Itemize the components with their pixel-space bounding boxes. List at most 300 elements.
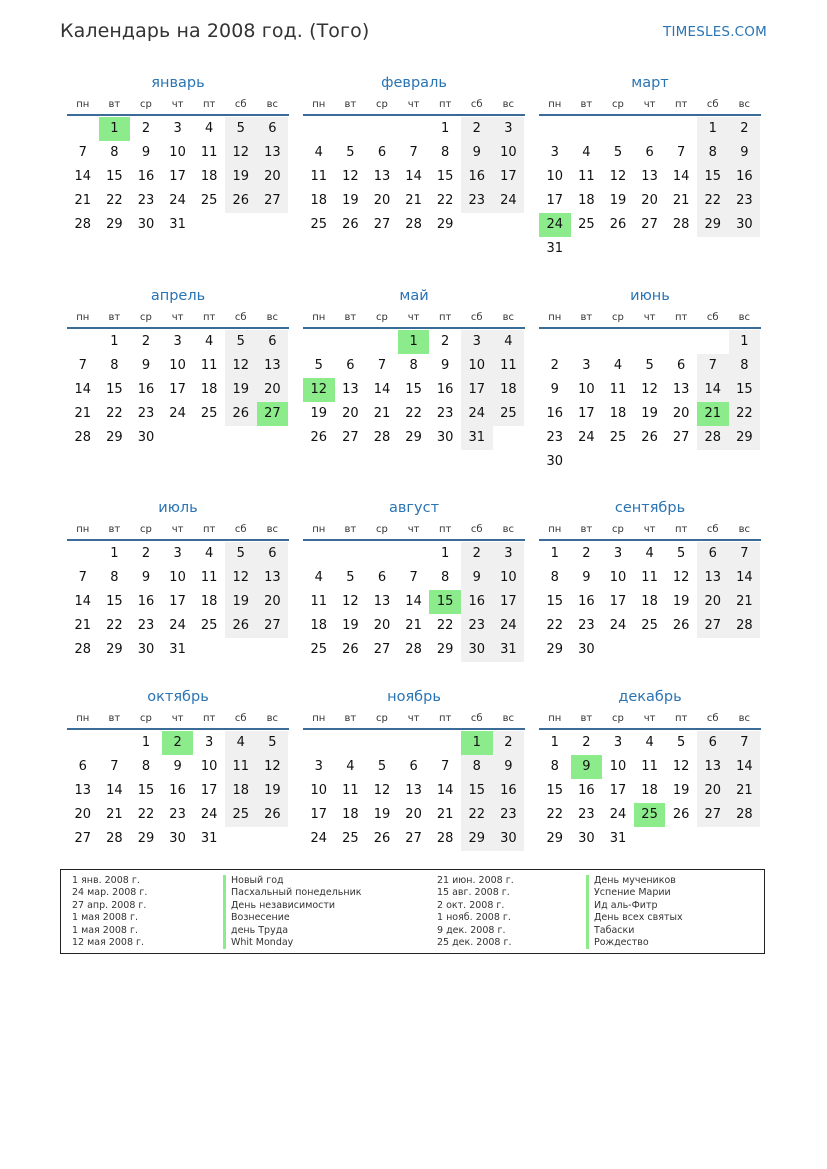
legend-holiday-name: День независимости xyxy=(231,899,336,911)
day-cell: 13 xyxy=(672,382,690,397)
empty-cell xyxy=(665,330,697,354)
day-cell: 11 xyxy=(342,783,359,798)
day-cell: 15 xyxy=(546,594,564,609)
weekend-day-cell: 12 xyxy=(225,141,257,165)
month-name: июнь xyxy=(630,288,670,304)
day-cell: 4 xyxy=(645,546,654,561)
days-grid xyxy=(539,117,761,261)
day-cell: 8 xyxy=(110,145,119,160)
weekday-label: чт xyxy=(643,712,656,724)
day-cell: 15 xyxy=(546,783,564,798)
day-cell: 9 xyxy=(582,570,591,585)
weekday-label: вт xyxy=(344,98,357,110)
weekend-day-cell: 31 xyxy=(461,426,493,450)
weekend-day-cell: 26 xyxy=(225,402,257,426)
weekend-day-cell: 12 xyxy=(257,755,289,779)
weekend-day-cell: 13 xyxy=(257,354,289,378)
empty-cell xyxy=(67,117,99,141)
month-7 xyxy=(67,498,289,662)
weekday-header xyxy=(539,95,761,113)
weekday-label: пн xyxy=(548,712,562,724)
weekday-label: пт xyxy=(202,311,216,323)
weekend-day-cell: 6 xyxy=(257,117,289,141)
weekend-day-cell: 10 xyxy=(493,141,525,165)
legend-date: 12 мая 2008 г. xyxy=(72,937,145,949)
weekend-day-cell: 10 xyxy=(461,354,493,378)
day-cell: 28 xyxy=(405,217,422,232)
day-cell: 18 xyxy=(641,594,658,609)
day-cell: 18 xyxy=(342,807,359,822)
day-cell: 14 xyxy=(74,169,92,184)
weekday-label: пн xyxy=(76,712,90,724)
weekend-day-cell: 3 xyxy=(493,117,525,141)
day-cell: 31 xyxy=(546,241,564,256)
day-cell: 5 xyxy=(677,735,686,750)
days-grid xyxy=(67,731,289,851)
day-cell: 31 xyxy=(169,217,186,232)
day-cell: 29 xyxy=(106,430,123,445)
day-cell: 27 xyxy=(672,430,690,445)
weekend-day-cell: 20 xyxy=(697,590,729,614)
month-name: май xyxy=(399,288,429,304)
weekday-header xyxy=(303,95,525,113)
day-cell: 14 xyxy=(405,169,422,184)
day-cell: 18 xyxy=(641,783,658,798)
holiday-day-cell: 12 xyxy=(303,378,335,402)
legend-date: 27 апр. 2008 г. xyxy=(72,899,147,911)
day-cell: 26 xyxy=(310,430,328,445)
day-cell: 27 xyxy=(405,831,422,846)
day-cell: 12 xyxy=(672,570,690,585)
day-cell: 2 xyxy=(141,334,151,349)
weekend-day-cell: 14 xyxy=(729,566,761,590)
weekend-day-cell: 24 xyxy=(461,402,493,426)
weekend-day-cell: 16 xyxy=(729,165,761,189)
day-cell: 23 xyxy=(169,807,186,822)
day-cell: 24 xyxy=(169,193,186,208)
weekday-label: ср xyxy=(376,98,388,110)
day-cell: 6 xyxy=(409,759,418,774)
days-grid xyxy=(303,542,525,662)
empty-cell xyxy=(366,542,398,566)
day-cell: 12 xyxy=(342,594,359,609)
day-cell: 28 xyxy=(436,831,454,846)
day-cell: 7 xyxy=(78,145,87,160)
day-cell: 24 xyxy=(169,618,186,633)
weekday-label: вт xyxy=(344,311,357,323)
holiday-day-cell: 1 xyxy=(99,117,131,141)
day-cell: 26 xyxy=(609,217,627,232)
day-cell: 5 xyxy=(377,759,387,774)
weekend-day-cell: 27 xyxy=(257,614,289,638)
weekday-label: вт xyxy=(344,712,357,724)
day-cell: 25 xyxy=(310,642,328,657)
day-cell: 4 xyxy=(346,759,355,774)
weekday-label: ср xyxy=(376,712,388,724)
day-cell: 21 xyxy=(436,807,454,822)
day-cell: 14 xyxy=(672,169,690,184)
day-cell: 16 xyxy=(578,783,595,798)
day-cell: 2 xyxy=(582,546,591,561)
day-cell: 11 xyxy=(609,382,627,397)
header-rule xyxy=(539,327,761,329)
month-3 xyxy=(539,73,761,261)
weekday-label: пт xyxy=(202,98,216,110)
weekend-day-cell: 14 xyxy=(729,755,761,779)
weekend-day-cell: 30 xyxy=(729,213,761,237)
weekend-day-cell: 16 xyxy=(461,165,493,189)
empty-cell xyxy=(67,542,99,566)
day-cell: 17 xyxy=(169,594,186,609)
weekday-label: сб xyxy=(470,98,483,110)
weekend-day-cell: 25 xyxy=(493,402,525,426)
weekday-label: сб xyxy=(470,712,483,724)
day-cell: 11 xyxy=(310,169,328,184)
holiday-day-cell: 15 xyxy=(429,590,461,614)
empty-cell xyxy=(571,117,603,141)
day-cell: 8 xyxy=(441,145,450,160)
legend-date: 24 мар. 2008 г. xyxy=(72,887,148,899)
day-cell: 16 xyxy=(137,169,155,184)
empty-cell xyxy=(539,330,571,354)
empty-cell xyxy=(99,731,131,755)
day-cell: 29 xyxy=(546,831,564,846)
weekday-label: вт xyxy=(108,712,121,724)
holiday-day-cell: 1 xyxy=(398,330,430,354)
weekend-day-cell: 22 xyxy=(461,803,493,827)
weekend-day-cell: 4 xyxy=(225,731,257,755)
month-1 xyxy=(67,73,289,237)
holiday-day-cell: 27 xyxy=(257,402,289,426)
day-cell: 12 xyxy=(342,169,359,184)
day-cell: 21 xyxy=(74,618,92,633)
weekend-day-cell: 5 xyxy=(225,330,257,354)
empty-cell xyxy=(67,731,99,755)
day-cell: 20 xyxy=(641,193,658,208)
weekday-label: сб xyxy=(470,523,483,535)
legend-date: 9 дек. 2008 г. xyxy=(437,924,506,936)
day-cell: 15 xyxy=(137,783,155,798)
empty-cell xyxy=(602,117,634,141)
day-cell: 7 xyxy=(409,145,418,160)
weekend-day-cell: 19 xyxy=(225,378,257,402)
weekend-day-cell: 8 xyxy=(461,755,493,779)
day-cell: 18 xyxy=(200,169,218,184)
day-cell: 4 xyxy=(645,735,654,750)
day-cell: 26 xyxy=(641,430,658,445)
weekend-day-cell: 19 xyxy=(257,779,289,803)
day-cell: 25 xyxy=(609,430,627,445)
day-cell: 4 xyxy=(314,145,323,160)
day-cell: 21 xyxy=(74,193,92,208)
weekday-header xyxy=(67,308,289,326)
weekend-day-cell: 2 xyxy=(461,542,493,566)
header-rule xyxy=(539,728,761,730)
day-cell: 28 xyxy=(106,831,123,846)
page-title: Календарь на 2008 год. (Того) xyxy=(60,20,370,42)
day-cell: 16 xyxy=(578,594,595,609)
weekend-day-cell: 2 xyxy=(729,117,761,141)
day-cell: 15 xyxy=(436,169,454,184)
holiday-day-cell: 21 xyxy=(697,402,729,426)
day-cell: 9 xyxy=(141,145,151,160)
month-name: июль xyxy=(158,500,198,516)
day-cell: 31 xyxy=(609,831,627,846)
weekday-label: ср xyxy=(376,523,388,535)
day-cell: 25 xyxy=(641,618,658,633)
day-cell: 19 xyxy=(641,406,658,421)
day-cell: 16 xyxy=(137,594,155,609)
day-cell: 16 xyxy=(137,382,155,397)
header-rule xyxy=(303,327,525,329)
day-cell: 3 xyxy=(550,145,559,160)
day-cell: 7 xyxy=(78,358,87,373)
legend-names-right xyxy=(586,875,683,949)
weekend-day-cell: 2 xyxy=(461,117,493,141)
day-cell: 13 xyxy=(373,594,391,609)
weekday-header xyxy=(67,709,289,727)
weekend-day-cell: 20 xyxy=(257,590,289,614)
weekend-day-cell: 17 xyxy=(461,378,493,402)
day-cell: 9 xyxy=(550,382,559,397)
weekend-day-cell: 11 xyxy=(493,354,525,378)
day-cell: 11 xyxy=(578,169,595,184)
day-cell: 11 xyxy=(310,594,328,609)
weekday-label: вс xyxy=(738,523,751,535)
weekend-day-cell: 8 xyxy=(729,354,761,378)
weekend-day-cell: 31 xyxy=(493,638,525,662)
day-cell: 10 xyxy=(169,570,186,585)
weekday-label: чт xyxy=(643,311,656,323)
weekend-day-cell: 23 xyxy=(461,614,493,638)
day-cell: 8 xyxy=(110,570,119,585)
weekday-label: чт xyxy=(171,98,184,110)
weekend-day-cell: 5 xyxy=(225,117,257,141)
month-12 xyxy=(539,687,761,851)
days-grid xyxy=(67,117,289,237)
day-cell: 16 xyxy=(436,382,454,397)
legend-holiday-name: Whit Monday xyxy=(231,937,294,949)
day-cell: 10 xyxy=(169,145,186,160)
legend-date: 1 мая 2008 г. xyxy=(72,924,138,936)
day-cell: 10 xyxy=(200,759,218,774)
weekday-label: сб xyxy=(234,523,247,535)
day-cell: 29 xyxy=(405,430,422,445)
day-cell: 18 xyxy=(310,618,328,633)
days-grid xyxy=(67,542,289,662)
day-cell: 7 xyxy=(377,358,387,373)
day-cell: 10 xyxy=(546,169,564,184)
brand-link[interactable]: TIMESLES.COM xyxy=(663,24,767,40)
legend-date: 1 нояб. 2008 г. xyxy=(437,912,511,924)
month-name: февраль xyxy=(381,75,447,91)
weekend-day-cell: 15 xyxy=(697,165,729,189)
day-cell: 22 xyxy=(106,406,123,421)
weekend-day-cell: 1 xyxy=(729,330,761,354)
weekday-header xyxy=(539,520,761,538)
weekday-label: вс xyxy=(502,523,515,535)
day-cell: 13 xyxy=(74,783,92,798)
day-cell: 29 xyxy=(106,217,123,232)
day-cell: 12 xyxy=(373,783,391,798)
day-cell: 18 xyxy=(200,594,218,609)
day-cell: 2 xyxy=(141,546,151,561)
weekday-label: пн xyxy=(548,98,562,110)
month-name: октябрь xyxy=(147,689,209,705)
weekday-label: пн xyxy=(548,311,562,323)
weekend-day-cell: 30 xyxy=(461,638,493,662)
month-4 xyxy=(67,286,289,450)
weekday-header xyxy=(539,709,761,727)
weekday-label: вс xyxy=(266,523,279,535)
weekday-label: вс xyxy=(738,712,751,724)
day-cell: 21 xyxy=(405,618,422,633)
weekend-day-cell: 28 xyxy=(729,614,761,638)
weekday-label: пн xyxy=(312,523,326,535)
weekend-day-cell: 29 xyxy=(697,213,729,237)
day-cell: 7 xyxy=(78,570,87,585)
day-cell: 17 xyxy=(609,783,627,798)
weekday-label: вт xyxy=(580,523,593,535)
day-cell: 29 xyxy=(137,831,155,846)
header-rule xyxy=(67,539,289,541)
weekday-label: пт xyxy=(674,311,688,323)
legend-holiday-name: Успение Марии xyxy=(594,887,671,899)
weekend-day-cell: 22 xyxy=(697,189,729,213)
day-cell: 14 xyxy=(436,783,454,798)
weekend-day-cell: 13 xyxy=(257,141,289,165)
weekday-label: пт xyxy=(674,523,688,535)
weekday-label: пт xyxy=(438,311,452,323)
weekend-day-cell: 20 xyxy=(257,165,289,189)
day-cell: 3 xyxy=(314,759,323,774)
day-cell: 22 xyxy=(106,618,123,633)
day-cell: 5 xyxy=(314,358,323,373)
weekday-label: ср xyxy=(612,712,624,724)
day-cell: 4 xyxy=(613,358,623,373)
day-cell: 9 xyxy=(141,570,151,585)
month-name: сентябрь xyxy=(614,500,686,516)
empty-cell xyxy=(303,731,335,755)
weekday-header xyxy=(303,709,525,727)
day-cell: 4 xyxy=(582,145,591,160)
weekend-day-cell: 30 xyxy=(493,827,525,851)
day-cell: 27 xyxy=(373,217,391,232)
weekend-day-cell: 5 xyxy=(257,731,289,755)
day-cell: 10 xyxy=(169,358,186,373)
weekday-header xyxy=(67,520,289,538)
weekend-day-cell: 16 xyxy=(461,590,493,614)
legend-names-left xyxy=(223,875,362,949)
weekday-label: вс xyxy=(502,311,515,323)
day-cell: 2 xyxy=(141,121,151,136)
weekday-label: пт xyxy=(674,712,688,724)
empty-cell xyxy=(335,117,367,141)
day-cell: 21 xyxy=(672,193,690,208)
holiday-legend xyxy=(60,869,765,954)
weekday-label: чт xyxy=(407,98,420,110)
day-cell: 1 xyxy=(550,546,559,561)
weekday-label: пт xyxy=(674,98,688,110)
day-cell: 25 xyxy=(200,618,218,633)
weekend-day-cell: 26 xyxy=(225,614,257,638)
month-6 xyxy=(539,286,761,474)
empty-cell xyxy=(366,731,398,755)
weekday-label: пн xyxy=(76,523,90,535)
day-cell: 31 xyxy=(169,642,186,657)
weekday-label: чт xyxy=(171,523,184,535)
day-cell: 9 xyxy=(173,759,182,774)
month-8 xyxy=(303,498,525,662)
weekend-day-cell: 9 xyxy=(461,566,493,590)
day-cell: 8 xyxy=(141,759,151,774)
weekend-day-cell: 24 xyxy=(493,614,525,638)
day-cell: 17 xyxy=(169,382,186,397)
day-cell: 1 xyxy=(441,121,450,136)
weekend-day-cell: 28 xyxy=(697,426,729,450)
day-cell: 26 xyxy=(672,807,690,822)
day-cell: 24 xyxy=(609,807,627,822)
day-cell: 5 xyxy=(645,358,654,373)
weekday-label: ср xyxy=(140,523,152,535)
weekend-day-cell: 28 xyxy=(729,803,761,827)
day-cell: 8 xyxy=(550,759,559,774)
day-cell: 8 xyxy=(110,358,119,373)
weekend-day-cell: 4 xyxy=(493,330,525,354)
days-grid xyxy=(303,731,525,851)
day-cell: 2 xyxy=(550,358,559,373)
weekend-day-cell: 23 xyxy=(461,189,493,213)
weekend-day-cell: 3 xyxy=(461,330,493,354)
day-cell: 14 xyxy=(74,594,92,609)
day-cell: 30 xyxy=(436,430,454,445)
day-cell: 30 xyxy=(169,831,186,846)
day-cell: 20 xyxy=(342,406,359,421)
day-cell: 13 xyxy=(373,169,391,184)
day-cell: 29 xyxy=(546,642,564,657)
day-cell: 20 xyxy=(672,406,690,421)
day-cell: 3 xyxy=(173,121,182,136)
legend-date: 1 янв. 2008 г. xyxy=(72,875,140,886)
weekend-day-cell: 3 xyxy=(493,542,525,566)
day-cell: 27 xyxy=(373,642,391,657)
day-cell: 28 xyxy=(74,217,92,232)
day-cell: 30 xyxy=(578,642,595,657)
day-cell: 30 xyxy=(137,217,155,232)
legend-holiday-name: Табаски xyxy=(594,924,635,936)
day-cell: 1 xyxy=(550,735,559,750)
day-cell: 15 xyxy=(405,382,422,397)
day-cell: 23 xyxy=(578,618,595,633)
weekend-day-cell: 6 xyxy=(697,731,729,755)
weekday-label: пт xyxy=(438,98,452,110)
month-name: январь xyxy=(151,75,205,91)
day-cell: 13 xyxy=(342,382,359,397)
day-cell: 18 xyxy=(609,406,627,421)
empty-cell xyxy=(697,330,729,354)
weekday-header xyxy=(303,520,525,538)
day-cell: 29 xyxy=(436,217,454,232)
weekday-label: вс xyxy=(738,98,751,110)
weekend-day-cell: 6 xyxy=(257,330,289,354)
header-rule xyxy=(67,114,289,116)
day-cell: 15 xyxy=(106,594,123,609)
weekend-day-cell: 7 xyxy=(697,354,729,378)
day-cell: 3 xyxy=(173,546,182,561)
weekend-day-cell: 12 xyxy=(225,354,257,378)
month-11 xyxy=(303,687,525,851)
legend-holiday-name: День всех святых xyxy=(594,912,683,924)
